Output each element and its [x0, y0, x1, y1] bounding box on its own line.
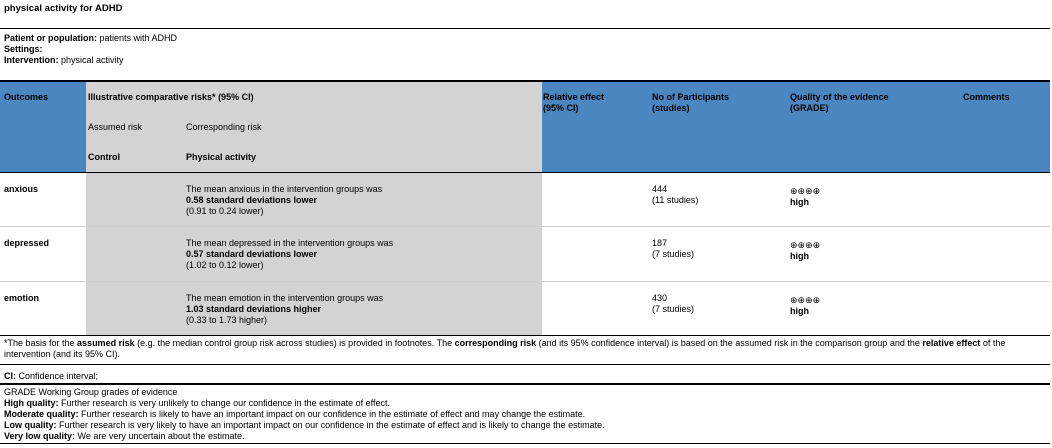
divider — [0, 28, 1050, 29]
col-outcomes: Outcomes — [4, 92, 49, 102]
ci-footnote: CI: Confidence interval; — [4, 371, 99, 381]
table-row-effect-text: The mean depressed in the intervention groups was 0.57 standard deviations lower (1.02 to 0.12 lower) — [186, 238, 394, 270]
basis-footnote: *The basis for the assumed risk (e.g. the median control group risk across studies) is provided in footnotes. The corresponding risk (and its 95% confidence interval) is based on the assumed risk in the comparison group and the relative effect of the intervention (and its 95% CI). — [4, 338, 1006, 359]
grade-symbols-icon: ⊕⊕⊕⊕ — [790, 186, 821, 196]
grade-cell: ⊕⊕⊕⊕ high — [790, 186, 821, 207]
header-bottom-rule — [0, 172, 1050, 173]
intervention-line: Intervention: physical activity — [4, 55, 124, 65]
grade-symbols-icon: ⊕⊕⊕⊕ — [790, 295, 821, 305]
col-comments: Comments — [963, 92, 1010, 102]
settings-line: Settings: — [4, 44, 43, 54]
col-illustrative: Illustrative comparative risks* (95% CI) — [88, 92, 254, 102]
grade-cell: ⊕⊕⊕⊕ high — [790, 295, 821, 316]
table-row-effect-text: The mean emotion in the intervention groups was 1.03 standard deviations higher (0.33 to 1.73 higher) — [186, 293, 384, 325]
outcome-emotion: emotion — [4, 293, 39, 303]
grade-symbols-icon: ⊕⊕⊕⊕ — [790, 240, 821, 250]
page-title: physical activity for ADHD — [4, 3, 123, 14]
table-bottom-rule — [0, 335, 1050, 336]
col-corresponding: Corresponding risk — [186, 122, 262, 132]
participants-cell: 187 (7 studies) — [652, 238, 695, 259]
col-physical: Physical activity — [186, 152, 257, 162]
col-relative: Relative effect (95% CI) — [543, 92, 605, 113]
col-participants: No of Participants (studies) — [652, 92, 730, 113]
population-block — [4, 33, 177, 66]
row-divider — [0, 281, 1050, 282]
col-control: Control — [88, 152, 120, 162]
grade-cell: ⊕⊕⊕⊕ high — [790, 240, 821, 261]
outcome-anxious: anxious — [4, 184, 39, 194]
participants-cell: 430 (7 studies) — [652, 293, 695, 314]
divider — [0, 383, 1050, 385]
control-column-bg — [86, 172, 185, 335]
col-quality: Quality of the evidence (GRADE) — [790, 92, 889, 113]
page-bottom-rule — [0, 443, 1050, 444]
population-line: Patient or population: patients with ADHD — [4, 33, 178, 43]
row-divider — [0, 226, 1050, 227]
divider — [0, 364, 1050, 365]
outcome-depressed: depressed — [4, 238, 50, 248]
col-assumed: Assumed risk — [88, 122, 143, 132]
table-row-effect-text: The mean anxious in the intervention groups was 0.58 standard deviations lower (0.91 to 0.24 lower) — [186, 184, 383, 216]
grade-definitions: GRADE Working Group grades of evidence High quality: Further research is very unlikely to change our confidence in the estimate of effect. Moderate quality: Further research is likely to have an important impact on our confidence in the estimate of effect and may change the estimate. Low quality: Further research is very likely to have an important impact on our confidence in the estimate of effect and is likely to change the estimate. Very low quality: We are very uncertain about the estimate. — [4, 387, 605, 441]
participants-cell: 444 (11 studies) — [652, 184, 699, 205]
